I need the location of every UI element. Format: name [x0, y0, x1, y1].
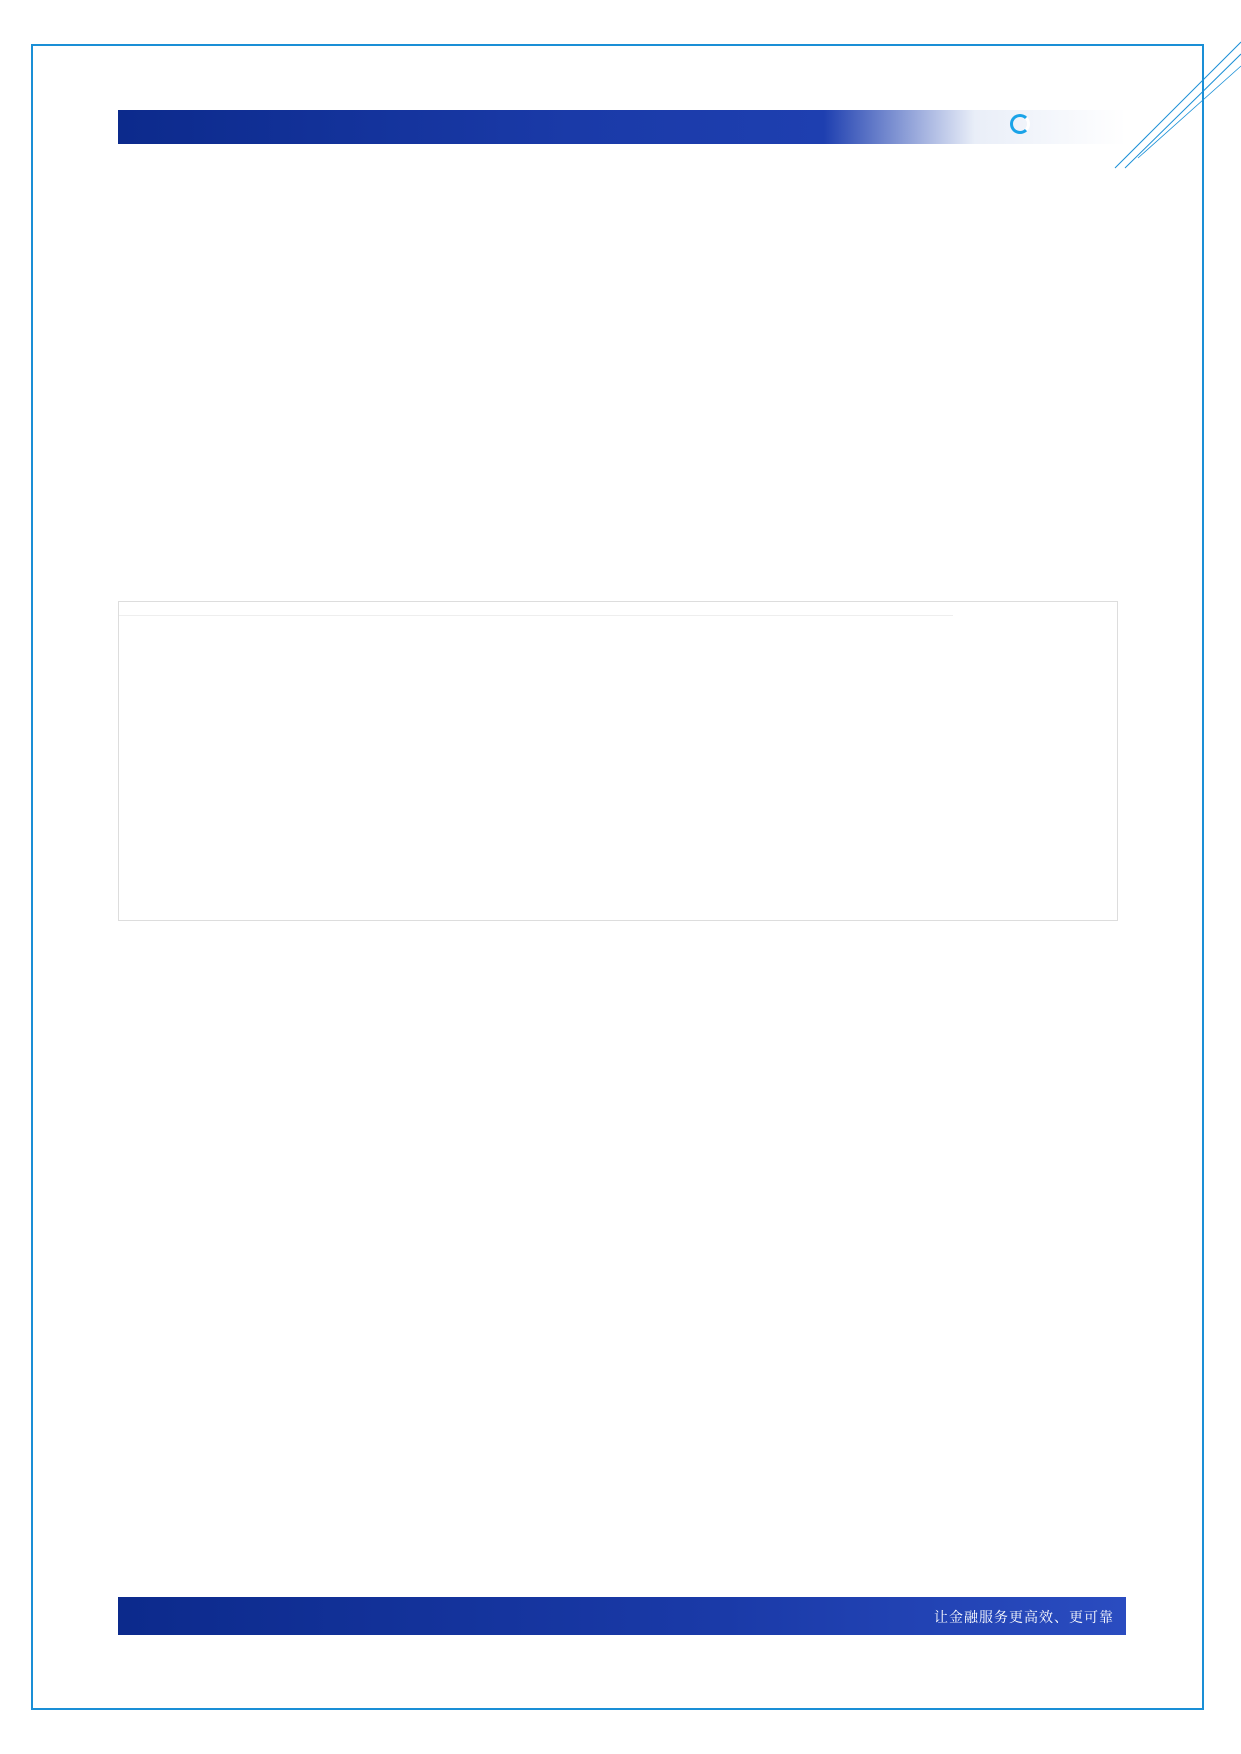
chart-period-toolbar — [119, 602, 953, 616]
brand-circle-icon — [1010, 114, 1030, 134]
kline-plot — [131, 624, 947, 906]
header-banner — [118, 110, 1126, 144]
brand-logo — [1010, 114, 1036, 134]
crude-oil-kline-chart — [118, 601, 1118, 921]
corner-decoration — [1110, 40, 1241, 170]
footer-slogan: 让金融服务更高效、更可靠 — [934, 1610, 1114, 1626]
footer-banner — [118, 1597, 1126, 1635]
quote-panel — [947, 604, 1117, 920]
